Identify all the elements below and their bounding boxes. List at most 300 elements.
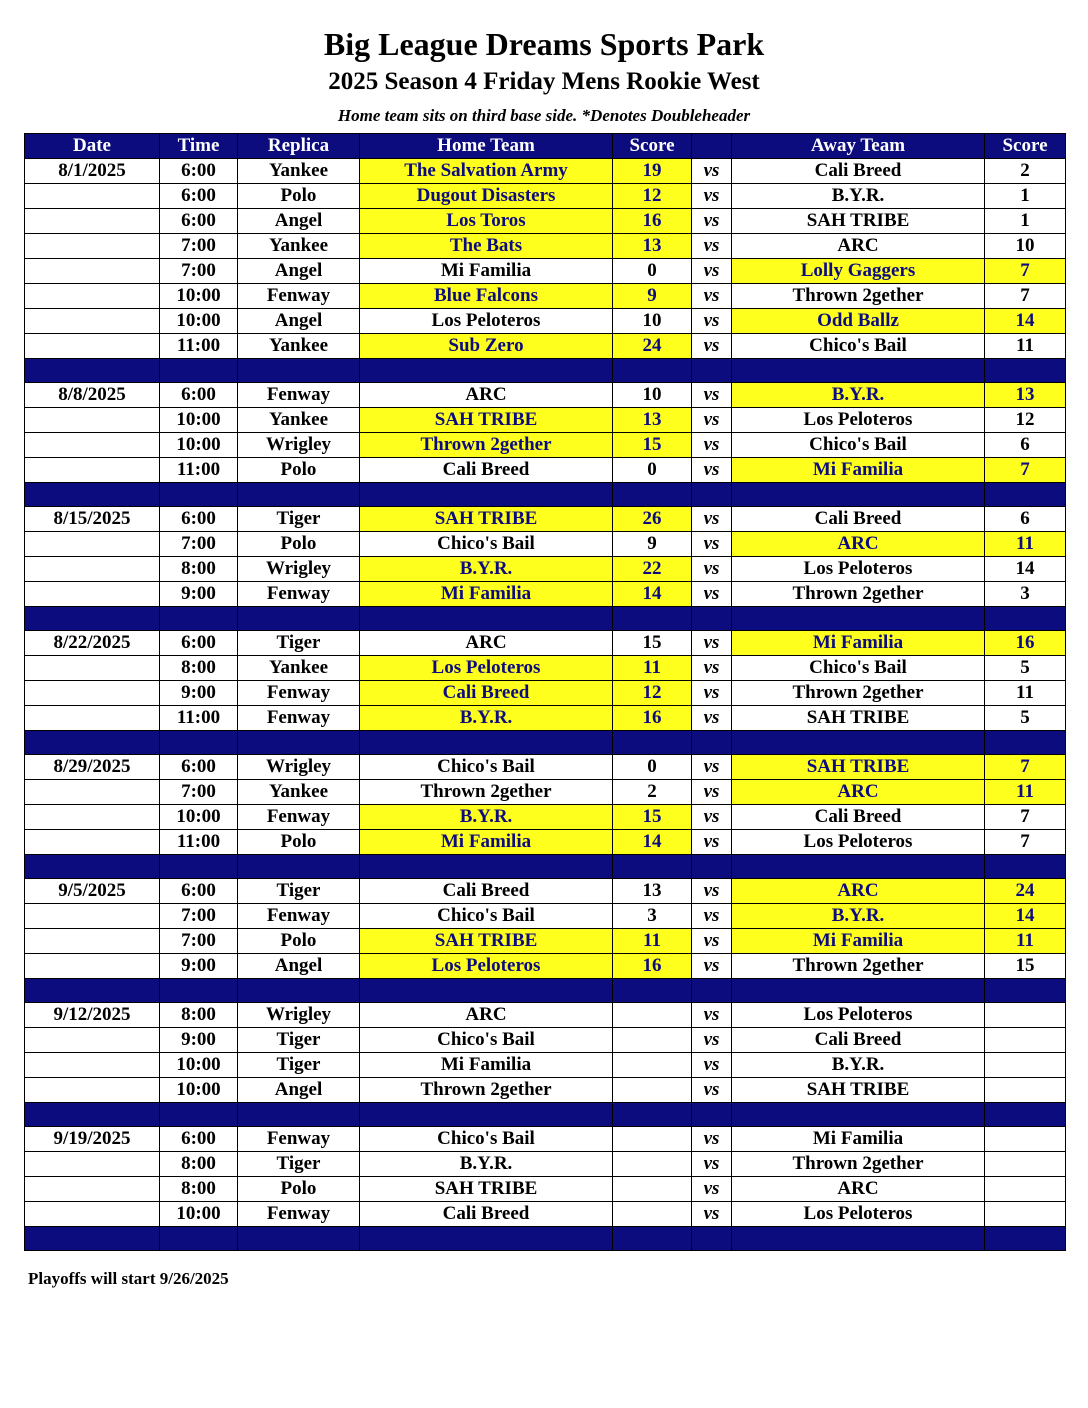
col-header-home-team: Home Team: [360, 134, 613, 159]
separator-cell: [25, 979, 160, 1003]
away-team-cell: B.Y.R.: [732, 184, 985, 209]
separator-cell: [360, 855, 613, 879]
date-cell: [25, 954, 160, 979]
separator-cell: [692, 359, 732, 383]
away-score-cell: 11: [985, 532, 1066, 557]
col-header-date: Date: [25, 134, 160, 159]
vs-label: vs: [692, 234, 732, 259]
time-cell: 7:00: [160, 780, 238, 805]
away-team-cell: ARC: [732, 234, 985, 259]
home-score-cell: 14: [613, 830, 692, 855]
table-row: [25, 755, 1066, 780]
away-team-cell: Mi Familia: [732, 1127, 985, 1152]
time-cell: 8:00: [160, 656, 238, 681]
separator-cell: [732, 1103, 985, 1127]
away-score-cell: 7: [985, 755, 1066, 780]
away-team-cell: Chico's Bail: [732, 656, 985, 681]
home-team-cell: Chico's Bail: [360, 532, 613, 557]
separator-cell: [238, 607, 360, 631]
separator-cell: [238, 855, 360, 879]
home-team-cell: Cali Breed: [360, 1202, 613, 1227]
table-row: [25, 433, 1066, 458]
time-cell: 7:00: [160, 259, 238, 284]
separator-cell: [732, 731, 985, 755]
home-team-cell: SAH TRIBE: [360, 507, 613, 532]
away-score-cell: [985, 1177, 1066, 1202]
table-row: [25, 954, 1066, 979]
separator-cell: [160, 1227, 238, 1251]
date-cell: 8/15/2025: [25, 507, 160, 532]
time-cell: 8:00: [160, 557, 238, 582]
vs-label: vs: [692, 259, 732, 284]
week-separator-row: [25, 359, 1066, 383]
table-row: [25, 383, 1066, 408]
away-team-cell: ARC: [732, 879, 985, 904]
date-cell: 9/5/2025: [25, 879, 160, 904]
date-cell: [25, 234, 160, 259]
vs-label: vs: [692, 805, 732, 830]
home-team-cell: Chico's Bail: [360, 1127, 613, 1152]
away-team-cell: ARC: [732, 532, 985, 557]
away-team-cell: Cali Breed: [732, 805, 985, 830]
away-team-cell: SAH TRIBE: [732, 706, 985, 731]
time-cell: 6:00: [160, 159, 238, 184]
away-score-cell: 1: [985, 209, 1066, 234]
vs-label: vs: [692, 433, 732, 458]
replica-cell: Polo: [238, 458, 360, 483]
vs-label: vs: [692, 681, 732, 706]
vs-label: vs: [692, 755, 732, 780]
away-score-cell: 14: [985, 904, 1066, 929]
date-cell: [25, 259, 160, 284]
replica-cell: Angel: [238, 954, 360, 979]
home-score-cell: 16: [613, 706, 692, 731]
time-cell: 11:00: [160, 706, 238, 731]
separator-cell: [613, 1227, 692, 1251]
col-header-replica: Replica: [238, 134, 360, 159]
date-cell: [25, 830, 160, 855]
away-score-cell: 5: [985, 706, 1066, 731]
replica-cell: Wrigley: [238, 557, 360, 582]
separator-cell: [238, 483, 360, 507]
away-score-cell: 6: [985, 433, 1066, 458]
home-score-cell: [613, 1177, 692, 1202]
table-row: [25, 159, 1066, 184]
time-cell: 6:00: [160, 755, 238, 780]
separator-cell: [360, 979, 613, 1003]
away-score-cell: 24: [985, 879, 1066, 904]
date-cell: [25, 334, 160, 359]
home-team-cell: Cali Breed: [360, 879, 613, 904]
separator-cell: [692, 731, 732, 755]
away-score-cell: 7: [985, 259, 1066, 284]
vs-label: vs: [692, 458, 732, 483]
away-score-cell: [985, 1127, 1066, 1152]
date-cell: 8/22/2025: [25, 631, 160, 656]
home-team-cell: B.Y.R.: [360, 706, 613, 731]
table-row: [25, 507, 1066, 532]
away-score-cell: 7: [985, 458, 1066, 483]
col-header-away-team: Away Team: [732, 134, 985, 159]
separator-cell: [732, 483, 985, 507]
separator-cell: [160, 607, 238, 631]
separator-cell: [25, 1103, 160, 1127]
date-cell: [25, 929, 160, 954]
vs-label: vs: [692, 1177, 732, 1202]
table-row: [25, 234, 1066, 259]
separator-cell: [985, 1103, 1066, 1127]
away-team-cell: Cali Breed: [732, 1028, 985, 1053]
home-team-cell: Thrown 2gether: [360, 1078, 613, 1103]
home-team-cell: Dugout Disasters: [360, 184, 613, 209]
away-score-cell: 13: [985, 383, 1066, 408]
home-team-cell: SAH TRIBE: [360, 929, 613, 954]
replica-cell: Yankee: [238, 780, 360, 805]
separator-cell: [25, 483, 160, 507]
separator-cell: [692, 979, 732, 1003]
home-score-cell: 10: [613, 309, 692, 334]
home-team-cell: ARC: [360, 631, 613, 656]
replica-cell: Tiger: [238, 507, 360, 532]
date-cell: [25, 1152, 160, 1177]
time-cell: 9:00: [160, 681, 238, 706]
home-score-cell: 9: [613, 284, 692, 309]
separator-cell: [238, 731, 360, 755]
time-cell: 8:00: [160, 1152, 238, 1177]
home-score-cell: 0: [613, 458, 692, 483]
week-separator-row: [25, 483, 1066, 507]
home-score-cell: [613, 1053, 692, 1078]
away-team-cell: Odd Ballz: [732, 309, 985, 334]
date-cell: [25, 904, 160, 929]
table-row: [25, 780, 1066, 805]
home-score-cell: 0: [613, 755, 692, 780]
away-score-cell: 2: [985, 159, 1066, 184]
date-cell: [25, 706, 160, 731]
separator-cell: [985, 855, 1066, 879]
time-cell: 10:00: [160, 1202, 238, 1227]
away-team-cell: Thrown 2gether: [732, 582, 985, 607]
separator-cell: [613, 359, 692, 383]
replica-cell: Yankee: [238, 656, 360, 681]
replica-cell: Yankee: [238, 159, 360, 184]
home-score-cell: 24: [613, 334, 692, 359]
separator-cell: [985, 359, 1066, 383]
table-row: [25, 259, 1066, 284]
table-row: [25, 1028, 1066, 1053]
time-cell: 10:00: [160, 408, 238, 433]
table-row: [25, 706, 1066, 731]
replica-cell: Yankee: [238, 408, 360, 433]
separator-cell: [25, 607, 160, 631]
away-score-cell: 11: [985, 780, 1066, 805]
away-score-cell: [985, 1028, 1066, 1053]
separator-cell: [360, 1227, 613, 1251]
away-score-cell: 15: [985, 954, 1066, 979]
away-team-cell: SAH TRIBE: [732, 209, 985, 234]
separator-cell: [732, 359, 985, 383]
separator-cell: [613, 855, 692, 879]
away-team-cell: Los Peloteros: [732, 1003, 985, 1028]
replica-cell: Angel: [238, 259, 360, 284]
table-row: [25, 830, 1066, 855]
home-score-cell: [613, 1003, 692, 1028]
col-header-time: Time: [160, 134, 238, 159]
separator-cell: [613, 1103, 692, 1127]
date-cell: 9/12/2025: [25, 1003, 160, 1028]
separator-cell: [985, 1227, 1066, 1251]
away-score-cell: 11: [985, 929, 1066, 954]
away-team-cell: B.Y.R.: [732, 383, 985, 408]
time-cell: 10:00: [160, 805, 238, 830]
time-cell: 6:00: [160, 1127, 238, 1152]
time-cell: 10:00: [160, 1078, 238, 1103]
table-row: [25, 309, 1066, 334]
away-team-cell: Thrown 2gether: [732, 1152, 985, 1177]
vs-label: vs: [692, 1003, 732, 1028]
vs-label: vs: [692, 532, 732, 557]
away-team-cell: Cali Breed: [732, 159, 985, 184]
home-team-cell: ARC: [360, 1003, 613, 1028]
away-score-cell: 7: [985, 805, 1066, 830]
home-score-cell: 10: [613, 383, 692, 408]
date-cell: [25, 681, 160, 706]
time-cell: 8:00: [160, 1003, 238, 1028]
table-row: [25, 582, 1066, 607]
date-cell: 9/19/2025: [25, 1127, 160, 1152]
time-cell: 10:00: [160, 309, 238, 334]
page-title: Big League Dreams Sports Park: [323, 26, 765, 62]
replica-cell: Fenway: [238, 1127, 360, 1152]
home-score-cell: 15: [613, 805, 692, 830]
vs-label: vs: [692, 209, 732, 234]
replica-cell: Tiger: [238, 1053, 360, 1078]
home-team-cell: B.Y.R.: [360, 557, 613, 582]
away-score-cell: 12: [985, 408, 1066, 433]
home-score-cell: 0: [613, 259, 692, 284]
home-score-cell: [613, 1152, 692, 1177]
date-cell: [25, 1078, 160, 1103]
table-row: [25, 408, 1066, 433]
table-row: [25, 334, 1066, 359]
home-team-cell: The Bats: [360, 234, 613, 259]
date-cell: 8/1/2025: [25, 159, 160, 184]
home-team-cell: Cali Breed: [360, 681, 613, 706]
away-team-cell: SAH TRIBE: [732, 755, 985, 780]
away-score-cell: 3: [985, 582, 1066, 607]
time-cell: 9:00: [160, 954, 238, 979]
time-cell: 6:00: [160, 507, 238, 532]
separator-cell: [985, 979, 1066, 1003]
table-row: [25, 631, 1066, 656]
separator-cell: [360, 359, 613, 383]
playoffs-note: Playoffs will start 9/26/2025: [28, 1269, 229, 1288]
time-cell: 7:00: [160, 234, 238, 259]
away-score-cell: 7: [985, 284, 1066, 309]
table-row: [25, 929, 1066, 954]
separator-cell: [732, 979, 985, 1003]
replica-cell: Fenway: [238, 904, 360, 929]
time-cell: 8:00: [160, 1177, 238, 1202]
away-team-cell: ARC: [732, 1177, 985, 1202]
vs-label: vs: [692, 507, 732, 532]
separator-cell: [238, 1103, 360, 1127]
home-score-cell: [613, 1202, 692, 1227]
vs-label: vs: [692, 780, 732, 805]
separator-cell: [25, 855, 160, 879]
table-row: [25, 1177, 1066, 1202]
home-score-cell: 22: [613, 557, 692, 582]
date-cell: [25, 532, 160, 557]
date-cell: [25, 656, 160, 681]
home-score-cell: [613, 1028, 692, 1053]
separator-cell: [160, 979, 238, 1003]
date-cell: [25, 1028, 160, 1053]
table-row: [25, 557, 1066, 582]
separator-cell: [692, 607, 732, 631]
vs-label: vs: [692, 408, 732, 433]
date-cell: [25, 1177, 160, 1202]
away-score-cell: [985, 1152, 1066, 1177]
replica-cell: Tiger: [238, 1028, 360, 1053]
separator-cell: [160, 1103, 238, 1127]
away-score-cell: 1: [985, 184, 1066, 209]
home-score-cell: 12: [613, 184, 692, 209]
replica-cell: Fenway: [238, 582, 360, 607]
vs-label: vs: [692, 656, 732, 681]
date-cell: [25, 805, 160, 830]
away-team-cell: Mi Familia: [732, 458, 985, 483]
away-score-cell: 14: [985, 557, 1066, 582]
schedule-table: [24, 133, 1066, 1251]
away-team-cell: Los Peloteros: [732, 830, 985, 855]
away-score-cell: 16: [985, 631, 1066, 656]
time-cell: 9:00: [160, 1028, 238, 1053]
home-team-cell: ARC: [360, 383, 613, 408]
table-row: [25, 184, 1066, 209]
date-cell: [25, 1202, 160, 1227]
week-separator-row: [25, 731, 1066, 755]
table-row: [25, 532, 1066, 557]
away-team-cell: Lolly Gaggers: [732, 259, 985, 284]
replica-cell: Tiger: [238, 879, 360, 904]
schedule-body: [25, 159, 1066, 1251]
home-score-cell: 16: [613, 209, 692, 234]
home-score-cell: 11: [613, 656, 692, 681]
table-row: [25, 1003, 1066, 1028]
away-team-cell: Chico's Bail: [732, 334, 985, 359]
home-score-cell: 13: [613, 234, 692, 259]
time-cell: 11:00: [160, 830, 238, 855]
home-score-cell: 12: [613, 681, 692, 706]
replica-cell: Fenway: [238, 284, 360, 309]
replica-cell: Wrigley: [238, 755, 360, 780]
table-row: [25, 284, 1066, 309]
home-team-cell: Mi Familia: [360, 582, 613, 607]
separator-cell: [360, 1103, 613, 1127]
table-row: [25, 904, 1066, 929]
away-team-cell: SAH TRIBE: [732, 1078, 985, 1103]
vs-label: vs: [692, 1152, 732, 1177]
separator-cell: [360, 607, 613, 631]
separator-cell: [732, 855, 985, 879]
separator-cell: [238, 979, 360, 1003]
home-team-cell: Los Toros: [360, 209, 613, 234]
vs-label: vs: [692, 334, 732, 359]
header-row: [25, 134, 1066, 159]
vs-label: vs: [692, 383, 732, 408]
separator-cell: [732, 1227, 985, 1251]
replica-cell: Angel: [238, 1078, 360, 1103]
home-score-cell: 13: [613, 879, 692, 904]
away-score-cell: [985, 1053, 1066, 1078]
separator-cell: [160, 359, 238, 383]
separator-cell: [360, 731, 613, 755]
table-row: [25, 209, 1066, 234]
time-cell: 7:00: [160, 532, 238, 557]
home-team-cell: The Salvation Army: [360, 159, 613, 184]
date-cell: [25, 433, 160, 458]
home-team-cell: SAH TRIBE: [360, 408, 613, 433]
table-row: [25, 1053, 1066, 1078]
home-team-cell: SAH TRIBE: [360, 1177, 613, 1202]
away-team-cell: Thrown 2gether: [732, 954, 985, 979]
time-cell: 11:00: [160, 334, 238, 359]
home-team-cell: Los Peloteros: [360, 309, 613, 334]
replica-cell: Tiger: [238, 1152, 360, 1177]
vs-label: vs: [692, 159, 732, 184]
home-team-cell: Los Peloteros: [360, 954, 613, 979]
date-cell: [25, 209, 160, 234]
vs-label: vs: [692, 904, 732, 929]
away-team-cell: Thrown 2gether: [732, 284, 985, 309]
away-score-cell: 5: [985, 656, 1066, 681]
col-header-home-score: Score: [613, 134, 692, 159]
home-team-cell: Cali Breed: [360, 458, 613, 483]
date-cell: 8/29/2025: [25, 755, 160, 780]
time-cell: 7:00: [160, 904, 238, 929]
page-subtitle: 2025 Season 4 Friday Mens Rookie West: [328, 68, 760, 95]
separator-cell: [692, 483, 732, 507]
home-team-cell: Chico's Bail: [360, 904, 613, 929]
replica-cell: Polo: [238, 830, 360, 855]
separator-cell: [613, 607, 692, 631]
vs-label: vs: [692, 284, 732, 309]
away-score-cell: [985, 1202, 1066, 1227]
table-row: [25, 1127, 1066, 1152]
home-team-cell: Sub Zero: [360, 334, 613, 359]
vs-label: vs: [692, 557, 732, 582]
away-team-cell: Los Peloteros: [732, 557, 985, 582]
vs-label: vs: [692, 1028, 732, 1053]
date-cell: [25, 458, 160, 483]
replica-cell: Tiger: [238, 631, 360, 656]
replica-cell: Fenway: [238, 681, 360, 706]
vs-label: vs: [692, 706, 732, 731]
away-team-cell: Mi Familia: [732, 631, 985, 656]
away-team-cell: B.Y.R.: [732, 904, 985, 929]
separator-cell: [160, 731, 238, 755]
replica-cell: Angel: [238, 209, 360, 234]
home-team-cell: Thrown 2gether: [360, 433, 613, 458]
date-cell: [25, 309, 160, 334]
vs-label: vs: [692, 929, 732, 954]
separator-cell: [613, 731, 692, 755]
home-score-cell: 15: [613, 631, 692, 656]
away-score-cell: 11: [985, 334, 1066, 359]
replica-cell: Polo: [238, 532, 360, 557]
date-cell: [25, 557, 160, 582]
